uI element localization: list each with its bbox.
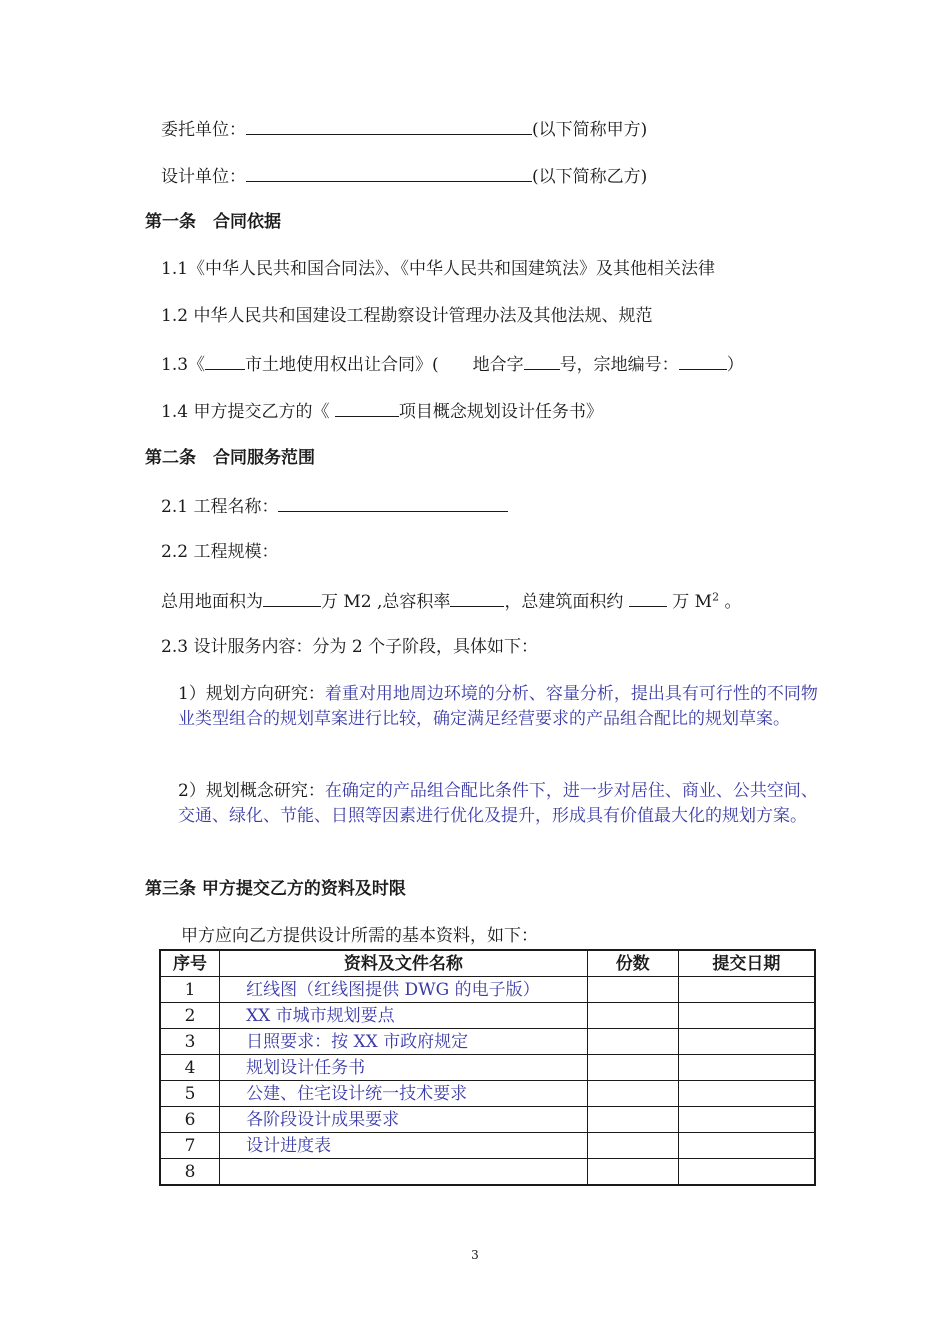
scale-part-e: 。 bbox=[719, 592, 742, 612]
row-name bbox=[220, 1159, 588, 1186]
row-no: 3 bbox=[160, 1029, 220, 1055]
row-no: 2 bbox=[160, 1003, 220, 1029]
scale-part-c: ，总建筑面积约 bbox=[504, 592, 629, 612]
row-copies bbox=[587, 1133, 678, 1159]
header-no: 序号 bbox=[160, 950, 220, 977]
site-area-blank bbox=[263, 588, 321, 607]
scale-part-b: 万 M2 ,总容积率 bbox=[321, 592, 451, 612]
article3-title: 第三条 甲方提交乙方的资料及时限 bbox=[145, 879, 406, 899]
article3-intro: 甲方应向乙方提供设计所需的基本资料，如下： bbox=[181, 926, 538, 946]
article1-item1: 1.1《中华人民共和国合同法》、《中华人民共和国建筑法》及其他相关法律 bbox=[161, 259, 716, 279]
item4-part-b: 项目概念规划设计任务书》 bbox=[398, 402, 603, 422]
row-no: 7 bbox=[160, 1133, 220, 1159]
row-copies bbox=[587, 977, 678, 1003]
article1-title: 第一条 合同依据 bbox=[145, 212, 281, 232]
client-label: 委托单位： bbox=[161, 120, 246, 140]
phase1-text: 着重对用地周边环境的分析、容量分析，提出具有可行性的不同物业类型组合的规划草案进行比较，确定满足经营要求的产品组合配比的规划草案。 bbox=[178, 684, 818, 729]
row-name: XX 市城市规划要点 bbox=[220, 1003, 588, 1029]
row-name: 公建、住宅设计统一技术要求 bbox=[220, 1081, 588, 1107]
article1-item3 bbox=[161, 351, 744, 377]
table-row bbox=[160, 1133, 815, 1159]
scale-part-a: 总用地面积为 bbox=[161, 592, 263, 612]
row-date bbox=[678, 1107, 815, 1133]
row-date bbox=[678, 1159, 815, 1186]
article1-item2: 1.2 中华人民共和国建设工程勘察设计管理办法及其他法规、规范 bbox=[161, 306, 653, 326]
row-no: 6 bbox=[160, 1107, 220, 1133]
article2-item1 bbox=[161, 493, 508, 519]
row-date bbox=[678, 1055, 815, 1081]
page-number: 3 bbox=[471, 1248, 479, 1262]
table-row bbox=[160, 977, 815, 1003]
phase2-paragraph bbox=[178, 779, 823, 829]
city-blank bbox=[205, 351, 245, 370]
article2-title: 第二条 合同服务范围 bbox=[145, 448, 315, 468]
item3-part-c: 号，宗地编号： bbox=[559, 355, 679, 375]
row-no: 8 bbox=[160, 1159, 220, 1186]
row-date bbox=[678, 1133, 815, 1159]
row-date bbox=[678, 1029, 815, 1055]
row-name: 各阶段设计成果要求 bbox=[220, 1107, 588, 1133]
project-blank bbox=[335, 398, 399, 417]
project-name-label: 2.1 工程名称： bbox=[161, 497, 279, 517]
designer-line bbox=[161, 163, 647, 189]
designer-suffix: (以下简称乙方) bbox=[532, 167, 648, 187]
header-date: 提交日期 bbox=[678, 950, 815, 977]
row-copies bbox=[587, 1029, 678, 1055]
row-copies bbox=[587, 1081, 678, 1107]
table-row bbox=[160, 1107, 815, 1133]
land-no-blank bbox=[524, 351, 560, 370]
client-line bbox=[161, 116, 647, 142]
project-name-blank bbox=[278, 493, 508, 512]
designer-label: 设计单位： bbox=[161, 167, 246, 187]
header-name: 资料及文件名称 bbox=[220, 950, 588, 977]
scale-line bbox=[161, 588, 741, 614]
designer-blank bbox=[246, 163, 532, 182]
article2-item2: 2.2 工程规模： bbox=[161, 542, 279, 562]
scale-superscript: 2 bbox=[712, 590, 720, 604]
row-copies bbox=[587, 1055, 678, 1081]
row-copies bbox=[587, 1159, 678, 1186]
item3-part-a: 1.3《 bbox=[161, 355, 206, 375]
article1-item4 bbox=[161, 398, 603, 424]
table-row bbox=[160, 1159, 815, 1186]
row-name: 红线图（红线图提供 DWG 的电子版） bbox=[220, 977, 588, 1003]
phase1-paragraph bbox=[178, 682, 823, 732]
scale-part-d: 万 M bbox=[666, 592, 713, 612]
table-row bbox=[160, 1055, 815, 1081]
materials-table bbox=[159, 949, 816, 1186]
table-row bbox=[160, 1003, 815, 1029]
header-copies: 份数 bbox=[587, 950, 678, 977]
table-row bbox=[160, 1081, 815, 1107]
item4-part-a: 1.4 甲方提交乙方的《 bbox=[161, 402, 335, 422]
row-no: 4 bbox=[160, 1055, 220, 1081]
row-name: 规划设计任务书 bbox=[220, 1055, 588, 1081]
table-header-row bbox=[160, 950, 815, 977]
gfa-blank bbox=[629, 588, 667, 607]
article2-item3: 2.3 设计服务内容：分为 2 个子阶段，具体如下： bbox=[161, 637, 539, 657]
item3-part-b: 市土地使用权出让合同》( 地合字 bbox=[245, 355, 524, 375]
phase2-text: 在确定的产品组合配比条件下，进一步对居住、商业、公共空间、交通、绿化、节能、日照等因素进行优化及提升，形成具有价值最大化的规划方案。 bbox=[178, 781, 818, 826]
client-blank bbox=[246, 116, 532, 135]
phase1-label: 1）规划方向研究： bbox=[178, 684, 325, 704]
table-row bbox=[160, 1029, 815, 1055]
row-copies bbox=[587, 1003, 678, 1029]
phase2-label: 2）规划概念研究： bbox=[178, 781, 325, 801]
parcel-no-blank bbox=[679, 351, 727, 370]
client-suffix: (以下简称甲方) bbox=[532, 120, 648, 140]
row-date bbox=[678, 1081, 815, 1107]
row-date bbox=[678, 1003, 815, 1029]
row-date bbox=[678, 977, 815, 1003]
row-name: 设计进度表 bbox=[220, 1133, 588, 1159]
item3-part-d: ） bbox=[726, 355, 744, 375]
far-blank bbox=[450, 588, 504, 607]
row-no: 1 bbox=[160, 977, 220, 1003]
row-copies bbox=[587, 1107, 678, 1133]
row-no: 5 bbox=[160, 1081, 220, 1107]
row-name: 日照要求：按 XX 市政府规定 bbox=[220, 1029, 588, 1055]
